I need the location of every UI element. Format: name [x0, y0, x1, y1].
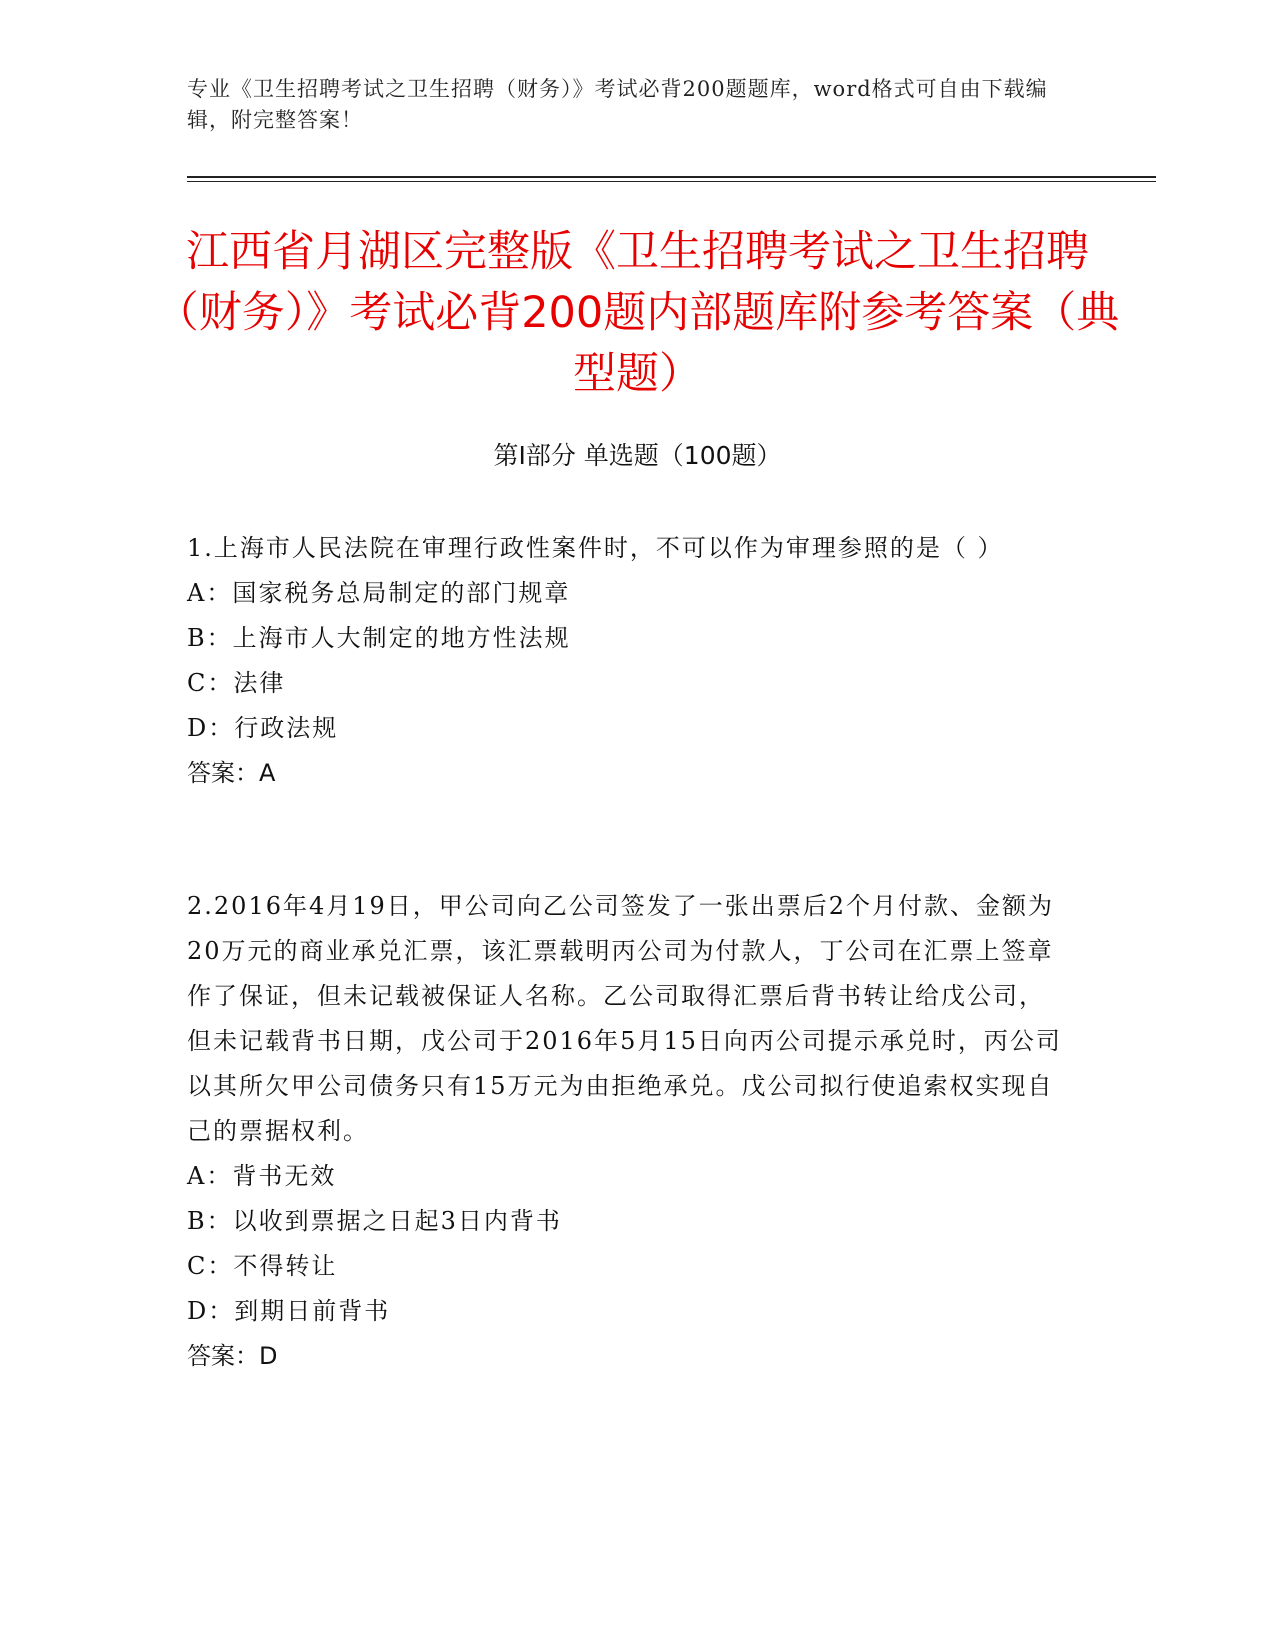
question-1 — [187, 526, 1067, 796]
answer-line: 答案：D — [187, 1342, 278, 1370]
answer-line: 答案：A — [187, 759, 276, 787]
document-title: 江西省月湖区完整版《卫生招聘考试之卫生招聘（财务）》考试必背200题内部题库附参考答案（典型题） — [155, 227, 1120, 399]
option-c: C：法律 — [187, 669, 286, 697]
option-d: D：到期日前背书 — [187, 1297, 391, 1325]
option-b: B：以收到票据之日起3日内背书 — [187, 1207, 562, 1235]
question-2 — [187, 884, 1067, 1379]
section-heading: 第Ⅰ部分 单选题（100题） — [493, 441, 782, 470]
option-a: A：国家税务总局制定的部门规章 — [187, 579, 571, 607]
option-b: B：上海市人大制定的地方性法规 — [187, 624, 571, 652]
option-c: C：不得转让 — [187, 1252, 338, 1280]
header-note: 专业《卫生招聘考试之卫生招聘（财务）》考试必背200题题库，word格式可自由下载编辑，附完整答案！ — [187, 77, 1048, 132]
header-divider-thin — [187, 181, 1156, 182]
option-a: A：背书无效 — [187, 1162, 337, 1190]
header-divider — [187, 176, 1156, 183]
question-stem: 1.上海市人民法院在审理行政性案件时，不可以作为审理参照的是（ ） — [187, 534, 1004, 562]
header-divider-thick — [187, 176, 1156, 178]
option-d: D：行政法规 — [187, 714, 339, 742]
question-stem: 2.2016年4月19日，甲公司向乙公司签发了一张出票后2个月付款、金额为20万元的商业承兑汇票，该汇票载明丙公司为付款人，丁公司在汇票上签章作了保证，但未记载被保证人名称。乙公司取得汇票后背书转让给戊公司，但未记载背书日期，戊公司于2016年5月15日向丙公司提示承兑时，丙公司以其所欠甲公司债务只有15万元为由拒绝承兑。戊公司拟行使追索权实现自己的票据权利。 — [187, 892, 1062, 1145]
